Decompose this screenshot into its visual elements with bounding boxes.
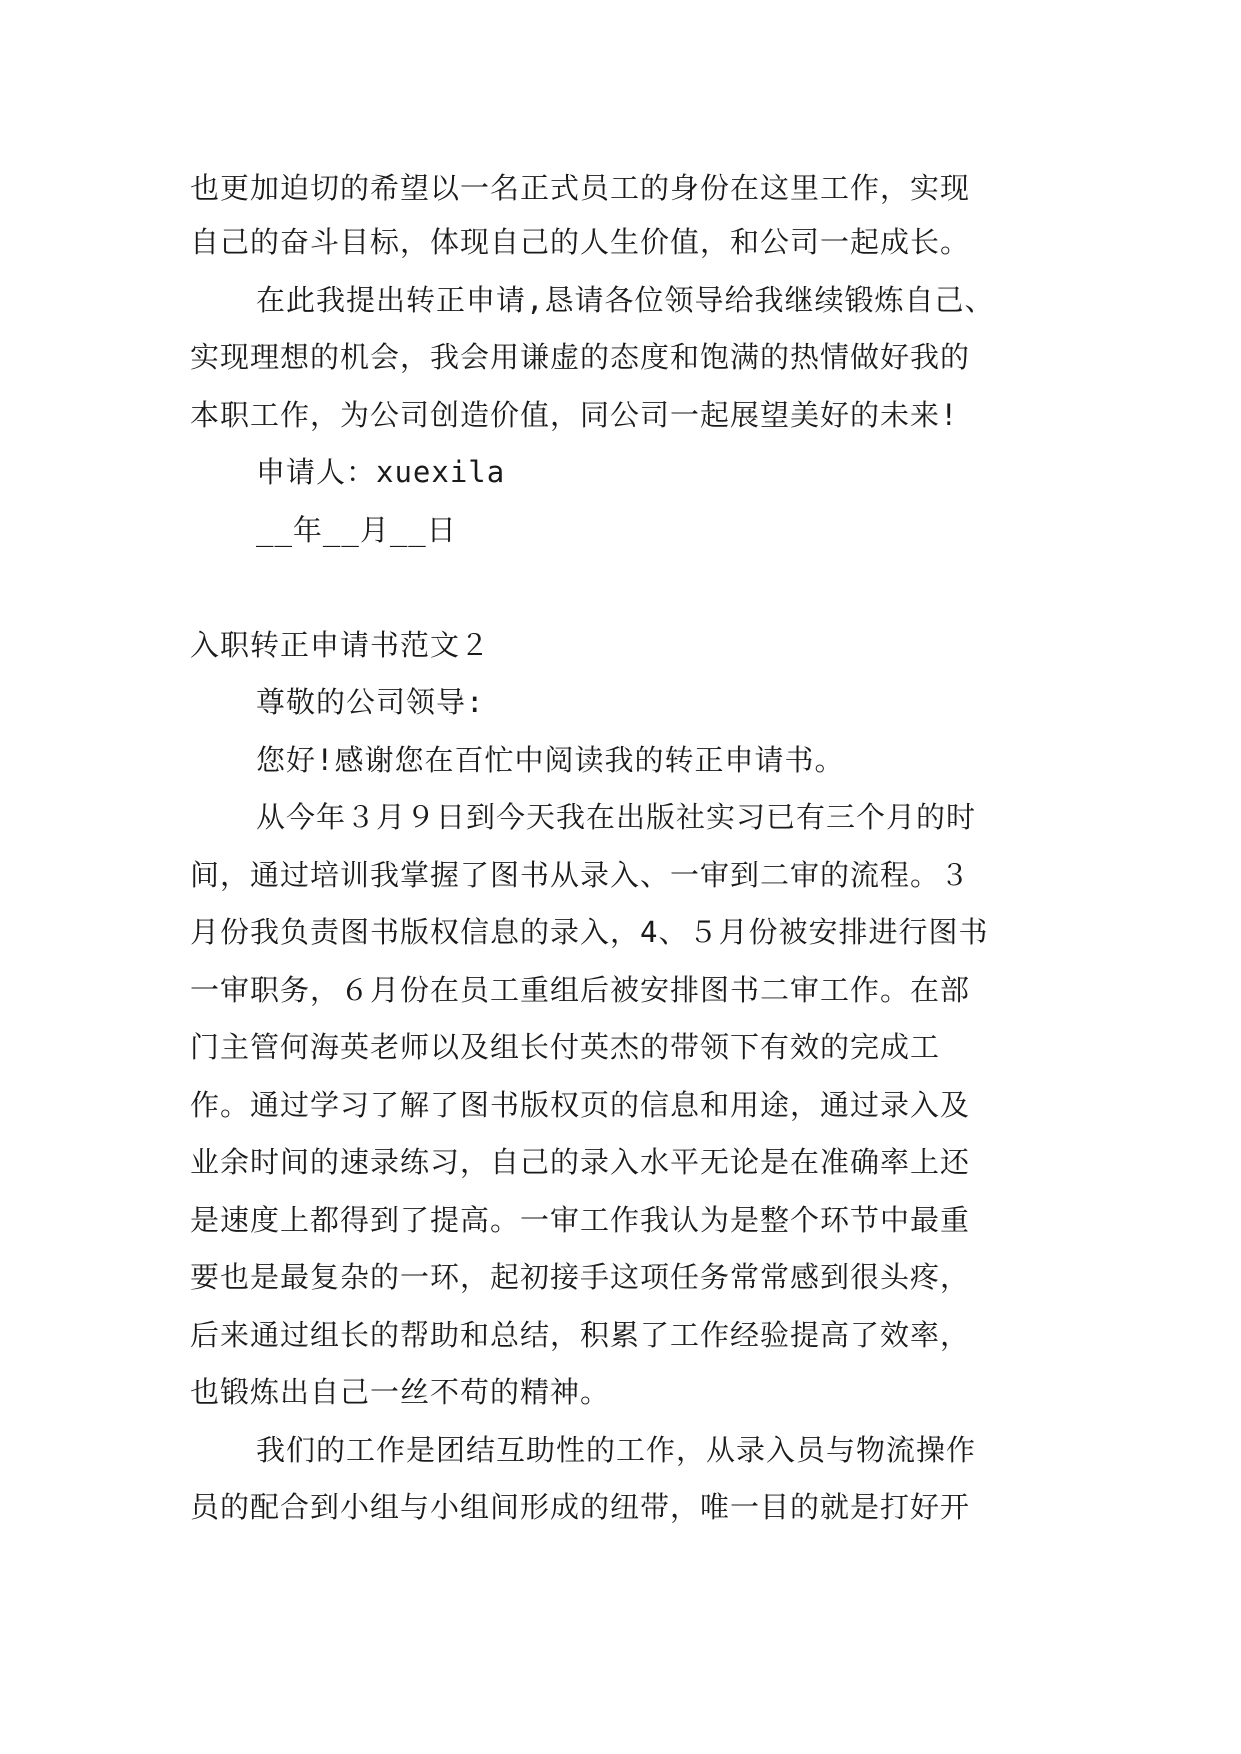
body-line: 也锻炼出自己一丝不苟的精神。 bbox=[190, 1375, 611, 1409]
body-line: 间，通过培训我掌握了图书从录入、一审到二审的流程。３ bbox=[190, 858, 971, 892]
paragraph-start-line: 从今年３月９日到今天我在出版社实习已有三个月的时 bbox=[256, 800, 977, 834]
date-line: __年__月__日 bbox=[256, 513, 457, 547]
salutation: 尊敬的公司领导: bbox=[256, 685, 485, 719]
body-line: 后来通过组长的帮助和总结，积累了工作经验提高了效率， bbox=[190, 1318, 971, 1352]
body-line: 员的配合到小组与小组间形成的纽带，唯一目的就是打好开 bbox=[190, 1490, 971, 1524]
body-line: 门主管何海英老师以及组长付英杰的带领下有效的完成工 bbox=[190, 1030, 941, 1064]
applicant-signature: 申请人：xuexila bbox=[256, 455, 506, 489]
paragraph-start-line: 我们的工作是团结互助性的工作，从录入员与物流操作 bbox=[256, 1433, 977, 1467]
paragraph-start-line: 在此我提出转正申请,恳请各位领导给我继续锻炼自己、 bbox=[256, 283, 995, 317]
body-line: 自己的奋斗目标，体现自己的人生价值，和公司一起成长。 bbox=[190, 225, 971, 259]
body-line: 要也是最复杂的一环，起初接手这项任务常常感到很头疼， bbox=[190, 1260, 971, 1294]
greeting-line: 您好!感谢您在百忙中阅读我的转正申请书。 bbox=[256, 743, 845, 777]
body-line: 月份我负责图书版权信息的录入，4、５月份被安排进行图书 bbox=[190, 915, 989, 949]
body-line: 本职工作，为公司创造价值，同公司一起展望美好的未来! bbox=[190, 398, 959, 432]
body-line: 是速度上都得到了提高。一审工作我认为是整个环节中最重 bbox=[190, 1203, 971, 1237]
body-line: 也更加迫切的希望以一名正式员工的身份在这里工作，实现 bbox=[190, 171, 971, 205]
section-heading: 入职转正申请书范文２ bbox=[190, 628, 491, 662]
body-line: 业余时间的速录练习，自己的录入水平无论是在准确率上还 bbox=[190, 1145, 971, 1179]
body-line: 实现理想的机会，我会用谦虚的态度和饱满的热情做好我的 bbox=[190, 340, 971, 374]
body-line: 一审职务，６月份在员工重组后被安排图书二审工作。在部 bbox=[190, 973, 971, 1007]
body-line: 作。通过学习了解了图书版权页的信息和用途，通过录入及 bbox=[190, 1088, 971, 1122]
